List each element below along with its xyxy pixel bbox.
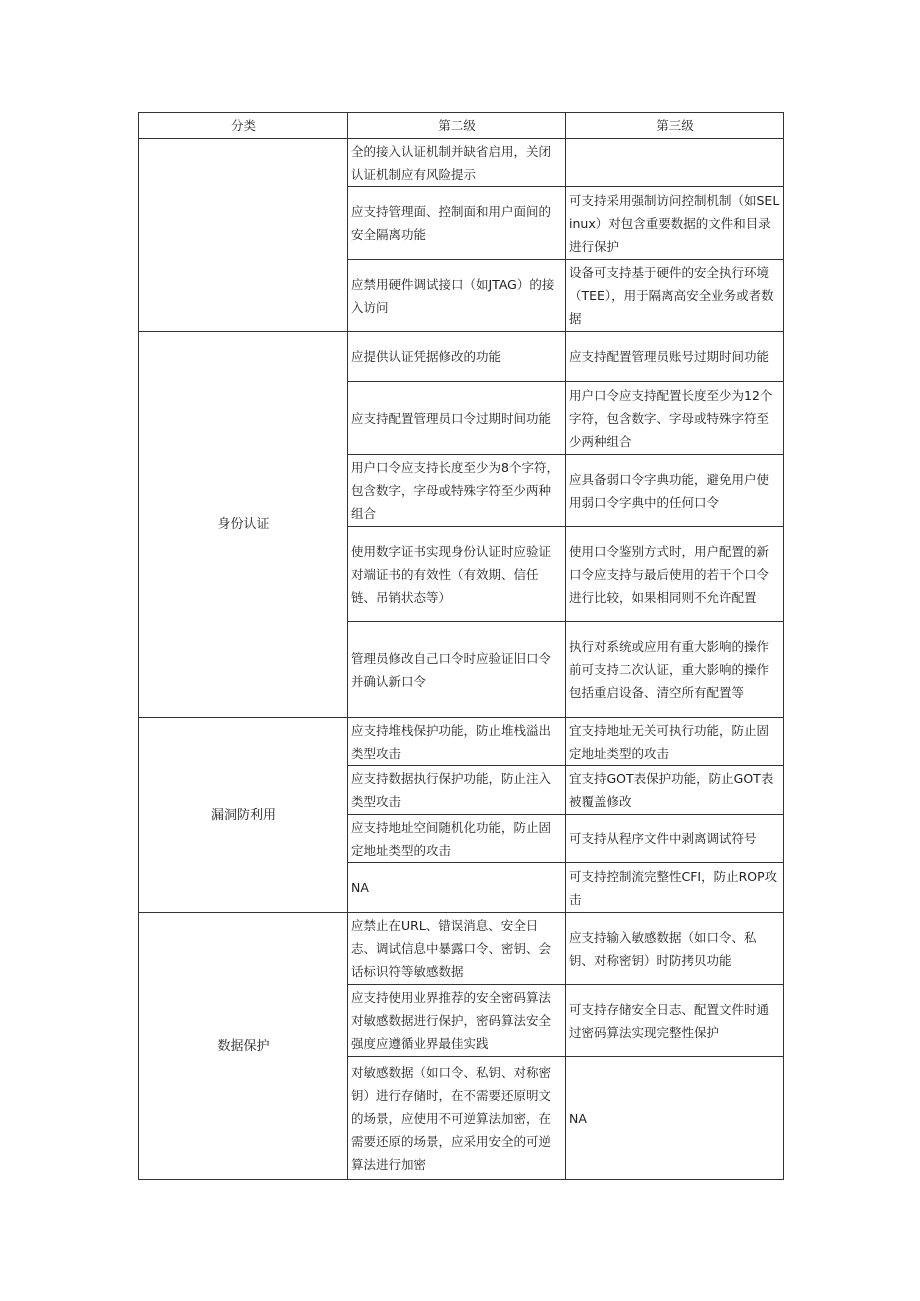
category-cell: 漏洞防利用: [139, 718, 348, 913]
level-2-cell: 应禁止在URL、错误消息、安全日志、调试信息中暴露口令、密钥、会话标识符等敏感数据: [348, 913, 566, 985]
table-row: [139, 718, 784, 766]
level-2-cell: 对敏感数据（如口令、私钥、对称密钥）进行存储时，在不需要还原明文的场景，应使用不可逆算法加密，在需要还原的场景，应采用安全的可逆算法进行加密: [348, 1057, 566, 1180]
requirements-table: [138, 112, 784, 1180]
header-category: 分类: [139, 113, 348, 139]
level-2-cell: 应支持管理面、控制面和用户面间的安全隔离功能: [348, 187, 566, 260]
category-cell: 身份认证: [139, 332, 348, 718]
level-2-cell: NA: [348, 863, 566, 913]
level-2-cell: 应禁用硬件调试接口（如JTAG）的接入访问: [348, 260, 566, 332]
level-3-cell: 应支持输入敏感数据（如口令、私钥、对称密钥）时防拷贝功能: [566, 913, 784, 985]
level-3-cell: 执行对系统或应用有重大影响的操作前可支持二次认证，重大影响的操作包括重启设备、清空所有配置等: [566, 622, 784, 718]
table-row: [139, 332, 784, 382]
level-2-cell: 使用数字证书实现身份认证时应验证对端证书的有效性（有效期、信任链、吊销状态等）: [348, 527, 566, 622]
table-row: [139, 913, 784, 985]
level-3-cell: 用户口令应支持配置长度至少为12个字符，包含数字、字母或特殊字符至少两种组合: [566, 382, 784, 455]
level-2-cell: 应提供认证凭据修改的功能: [348, 332, 566, 382]
level-3-cell: 可支持从程序文件中剥离调试符号: [566, 815, 784, 863]
level-3-cell: 使用口令鉴别方式时，用户配置的新口令应支持与最后使用的若干个口令进行比较，如果相同则不允许配置: [566, 527, 784, 622]
level-3-cell: 可支持存储安全日志、配置文件时通过密码算法实现完整性保护: [566, 985, 784, 1057]
level-2-cell: 管理员修改自己口令时应验证旧口令并确认新口令: [348, 622, 566, 718]
level-2-cell: 应支持地址空间随机化功能，防止固定地址类型的攻击: [348, 815, 566, 863]
level-3-cell: 宜支持GOT表保护功能，防止GOT表被覆盖修改: [566, 766, 784, 815]
level-3-cell: 可支持采用强制访问控制机制（如SELinux）对包含重要数据的文件和目录进行保护: [566, 187, 784, 260]
table-row: [139, 139, 784, 187]
level-2-cell: 用户口令应支持长度至少为8个字符，包含数字，字母或特殊字符至少两种组合: [348, 455, 566, 527]
level-3-cell: 可支持控制流完整性CFI，防止ROP攻击: [566, 863, 784, 913]
level-3-cell: 应具备弱口令字典功能，避免用户使用弱口令字典中的任何口令: [566, 455, 784, 527]
header-level-2: 第二级: [348, 113, 566, 139]
table-header-row: [139, 113, 784, 139]
level-3-cell: 设备可支持基于硬件的安全执行环境（TEE），用于隔离高安全业务或者数据: [566, 260, 784, 332]
category-cell: [139, 139, 348, 332]
level-2-cell: 应支持使用业界推荐的安全密码算法对敏感数据进行保护，密码算法安全强度应遵循业界最佳实践: [348, 985, 566, 1057]
level-2-cell: 应支持配置管理员口令过期时间功能: [348, 382, 566, 455]
level-3-cell: NA: [566, 1057, 784, 1180]
header-level-3: 第三级: [566, 113, 784, 139]
level-3-cell: 宜支持地址无关可执行功能，防止固定地址类型的攻击: [566, 718, 784, 766]
category-cell: 数据保护: [139, 913, 348, 1180]
level-3-cell: 应支持配置管理员账号过期时间功能: [566, 332, 784, 382]
level-2-cell: 应支持数据执行保护功能，防止注入类型攻击: [348, 766, 566, 815]
level-3-cell: [566, 139, 784, 187]
level-2-cell: 应支持堆栈保护功能，防止堆栈溢出类型攻击: [348, 718, 566, 766]
level-2-cell: 全的接入认证机制并缺省启用，关闭认证机制应有风险提示: [348, 139, 566, 187]
